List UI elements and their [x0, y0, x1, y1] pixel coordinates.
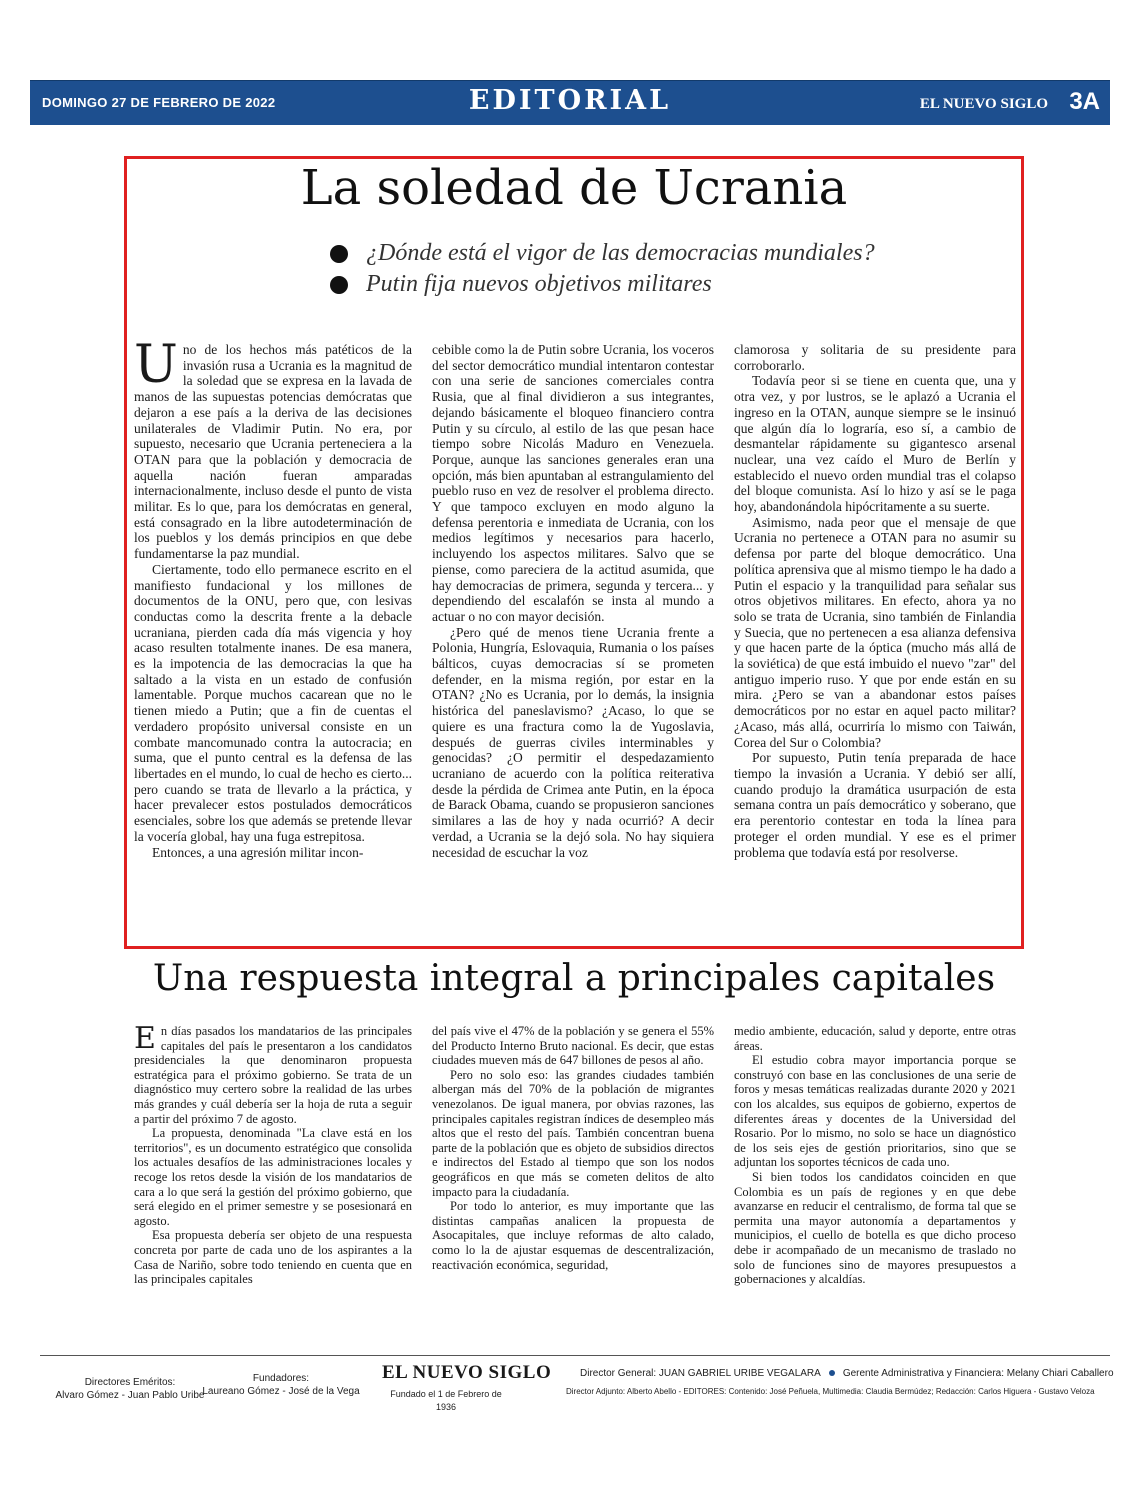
- footer-directors: [580, 1368, 1114, 1379]
- article-1-subheads: [330, 238, 875, 300]
- gerente: Gerente Administrativa y Financiera: Melany Chiari Caballero: [842, 1368, 1114, 1379]
- emeritus-names: Alvaro Gómez - Juan Pablo Uribe: [55, 1390, 205, 1401]
- paragraph: Asimismo, nada peor que el mensaje de que Ucrania no pertenece a OTAN para no asumir su defensa por parte del bloque democrático. Una política aprensiva que al mismo tiempo le ha dado a Putin el espacio y la tranquilidad para señalar sus otros objetivos militares. En efecto, ahora ya no solo se trata de Ucrania, sino también de Finlandia y Suecia, que no pertenecen a esa alianza defensiva y que hacen parte de la óptica (mucho más allá de la soviética) de que está imbuido el nuevo "zar" del antiguo imperio ruso. Y que por ende están en su mira. ¿Pero se van a abandonar estos países democráticos por no estar en aquel pacto militar? ¿Acaso, más allá, ocurriría lo mismo con Taiwán, Corea del Sur o Colombia?: [734, 514, 1016, 750]
- paragraph: Pero no solo eso: las grandes ciudades también albergan más del 70% de la población de migrantes venezolanos. De igual manera, por obvias razones, las principales capitales registran índices de desempleo más altos que el resto del país. También concentran buena parte de la población que es objeto de subsidios directos e indirectos del Estado al tiempo que son los nodos geográficos en que más se cometen delitos de alto impacto para la ciudadanía.: [432, 1067, 714, 1199]
- emeritus-label: Directores Eméritos:: [84, 1377, 176, 1388]
- article-1-headline: La soledad de Ucrania: [300, 160, 848, 216]
- paragraph: Si bien todos los candidatos coinciden en que Colombia es un país de regiones y en que debe avanzarse en reducir el centralismo, de forma tal que se permita una mayor autonomía a departamentos y municipios, el cuello de botella es que dicho proceso debe ir acompañado de un mecanismo de traslado no solo de funciones sino de mayores presupuestos a gobernaciones y alcaldías.: [734, 1169, 1016, 1287]
- footer-editors: Director Adjunto: Alberto Abello - EDITORES: Contenido: José Peñuela, Multimedia: Claudia Bermúdez; Redacción: Carlos Higuera - Gustavo Veloza: [566, 1387, 1095, 1396]
- masthead-bar: [30, 80, 1110, 125]
- footer-logo: EL NUEVO SIGLO: [382, 1362, 552, 1383]
- article-2-column-2: [432, 1024, 714, 1334]
- subhead-item: Putin fija nuevos objetivos militares: [330, 269, 875, 300]
- article-1-column-2: [432, 342, 714, 942]
- drop-cap: E: [134, 1024, 156, 1056]
- footer-divider: [40, 1355, 1110, 1356]
- paragraph: Esa propuesta debería ser objeto de una respuesta concreta por parte de cada uno de los aspirantes a la Casa de Nariño, sobre todo teniendo en cuenta que en las principales capitales: [134, 1228, 412, 1287]
- paragraph: medio ambiente, educación, salud y deporte, entre otras áreas.: [734, 1024, 1016, 1053]
- separator-dot: [829, 1370, 835, 1376]
- issue-date: DOMINGO 27 DE FEBRERO DE 2022: [42, 95, 276, 110]
- paragraph: no de los hechos más patéticos de la invasión rusa a Ucrania es la magnitud de la soledad que se expresa en la lavada de manos de las supuestas potencias demócratas que dejaron a ese país a la deriva de las decisiones unilaterales de Vladimir Putin. No era, por supuesto, necesario que Ucrania perteneciera a la OTAN para que la población y democracia de aquella nación fueran amparadas internacionalmente, incluso desde el punto de vista militar. Es lo que, para los demócratas en general, está consagrado en la libre autodeterminación de los pueblos y los demás principios en que debe fundamentarse la paz mundial.: [134, 342, 412, 562]
- paragraph: Por todo lo anterior, es muy importante que las distintas campañas analicen la propuesta de Asocapitales, que incluye reformas de alto calado, como lo la de ajustar esquemas de descentralización, reactivación económica, seguridad,: [432, 1199, 714, 1272]
- director-general: Director General: JUAN GABRIEL URIBE VEGALARA: [580, 1368, 821, 1379]
- paragraph: ¿Pero qué de menos tiene Ucrania frente a Polonia, Hungría, Eslovaquia, Rumania o los países bálticos, cuyas democracias sí se prometen defender, en la misma región, por estar en la OTAN? ¿No es Ucrania, por lo demás, la insignia histórica del paneslavismo? ¿Acaso, lo que se quiere es una fractura como la de Yugoslavia, después de guerras civiles interminables y genocidas? ¿O permitir el despedazamiento ucraniano de acuerdo con la política reiterativa desde la pérdida de Crimea ante Putin, en la época de Barack Obama, cuando se propusieron sanciones similares a las de hoy y nada ocurrió? A decir verdad, a Ucrania se la dejó sola. No hay siquiera necesidad de escuchar la voz: [432, 624, 714, 860]
- paragraph: Ciertamente, todo ello permanece escrito en el manifiesto fundacional y los millones de documentos de la ONU, pero que, con lesivas conductas como la descrita frente a la debacle ucraniana, pierden cada día más vigencia y hoy acaso resulten totalmente inanes. De esa manera, es la impotencia de las democracias la que ha saltado a la vista en un estado de confusión lamentable. Porque muchos cacarean que no le tienen miedo a Putin; que a fin de cuentas el verdadero propósito universal consiste en un combate mancomunado contra la autocracia; en suma, que el punto central es la defensa de las libertades en el mundo, lo cual de hecho es cierto... pero cuando se trata de llevarlo a la práctica, y hacer prevalecer estos postulados democráticos esenciales, sobre los que además se pretende llevar la vocería global, hay una fuga estrepitosa.: [134, 561, 412, 844]
- paragraph: n días pasados los mandatarios de las principales capitales del país le presentaron a los candidatos presidenciales la que denominaron propuesta estratégica para el próximo gobierno. Se trata de un diagnóstico muy certero sobre la realidad de las urbes más grandes y cuál debería ser la hoja de ruta a seguir a partir del próximo 7 de agosto.: [134, 1024, 412, 1126]
- paragraph: El estudio cobra mayor importancia porque se construyó con base en las conclusiones de una serie de foros y mesas temáticas realizadas durante 2020 y 2021 con los alcaldes, sus equipos de gobierno, expertos de diferentes áreas y docentes de la Universidad del Rosario. Por lo mismo, no solo se hace un diagnóstico de los seis ejes de gestión prioritarios, sino que se adjuntan los soportes técnicos de cada uno.: [734, 1053, 1016, 1170]
- article-2-column-1: [134, 1024, 412, 1334]
- subhead-item: ¿Dónde está el vigor de las democracias mundiales?: [330, 238, 875, 269]
- paragraph: Todavía peor si se tiene en cuenta que, una y otra vez, y por lustros, se le aplazó a Ucrania el ingreso en la OTAN, aunque siempre se le insinuó que algún día lo lograría, eso sí, a cambio de desmantelar rápidamente su gigantesco arsenal nuclear, una vez caído el Muro de Berlín y establecido el nuevo orden mundial tras el colapso del bloque comunista. Así lo hizo y así se le paga hoy, abandonándola hipócritamente a su suerte.: [734, 373, 1016, 515]
- paragraph: Entonces, a una agresión militar incon-: [152, 844, 364, 860]
- paragraph: La propuesta, denominada "La clave está en los territorios", es un documento estratégico que consolida los actuales desafíos de las administraciones locales y recoge los retos desde la visión de los mandatarios de cara a lo que será la gestión del próximo gobierno, que será elegido en el primer semestre y se posesionará en agosto.: [134, 1126, 412, 1228]
- article-2-headline: Una respuesta integral a principales capitales: [152, 958, 996, 999]
- paragraph: clamorosa y solitaria de su presidente para corroborarlo.: [734, 342, 1016, 373]
- footer-founders: [196, 1372, 366, 1398]
- paragraph: cebible como la de Putin sobre Ucrania, los voceros del sector democrático mundial intentaron contestar con una serie de sanciones comerciales contra Rusia, que al final dividieron a sus integrantes, dejando básicamente el bloqueo financiero contra Putin y su círculo, al estilo de las que pesan hace tiempo sobre Nicolás Maduro en Venezuela. Porque, aunque las sanciones generales eran una opción, más bien apuntaban al estrangulamiento del pueblo ruso en vez de resolver el problema directo. Y que tampoco excluyen en modo alguno la defensa perentoria e inmediata de Ucrania, con los medios legítimos y necesarios para hacerlo, incluyendo los aspectos militares. Salvo que se piense, como pareciera de la actitud asumida, que hay democracias de primera, segunda y tercera... y dependiendo del escalafón se insta al mundo a actuar o no con mayor decisión.: [432, 342, 714, 624]
- page-number: 3A: [1069, 88, 1100, 115]
- drop-cap: U: [134, 342, 178, 395]
- founded-date: Fundado el 1 de Febrero de 1936: [390, 1389, 502, 1412]
- footer-emeritus: [50, 1376, 210, 1402]
- article-1-column-1: [134, 342, 412, 942]
- article-1-column-3: [734, 342, 1016, 942]
- newspaper-name: EL NUEVO SIGLO: [919, 96, 1048, 112]
- paragraph: Por supuesto, Putin tenía preparada de hace tiempo la invasión a Ucrania. Y debió ser allí, cuando produjo la dramática usurpación de esta semana contra un país democrático y soberano, que era perentorio contestar en toda la línea para proteger el orden mundial. Y ese es el primer problema que todavía está por resolverse.: [734, 750, 1016, 860]
- article-2-column-3: [734, 1024, 1016, 1334]
- founders-names: Laureano Gómez - José de la Vega: [202, 1386, 360, 1397]
- section-title: EDITORIAL: [468, 85, 672, 116]
- paragraph: del país vive el 47% de la población y se genera el 55% del Producto Interno Bruto nacional. Es decir, que estas ciudades mueven más de 647 billones de pesos al año.: [432, 1024, 714, 1068]
- founders-label: Fundadores:: [252, 1373, 310, 1384]
